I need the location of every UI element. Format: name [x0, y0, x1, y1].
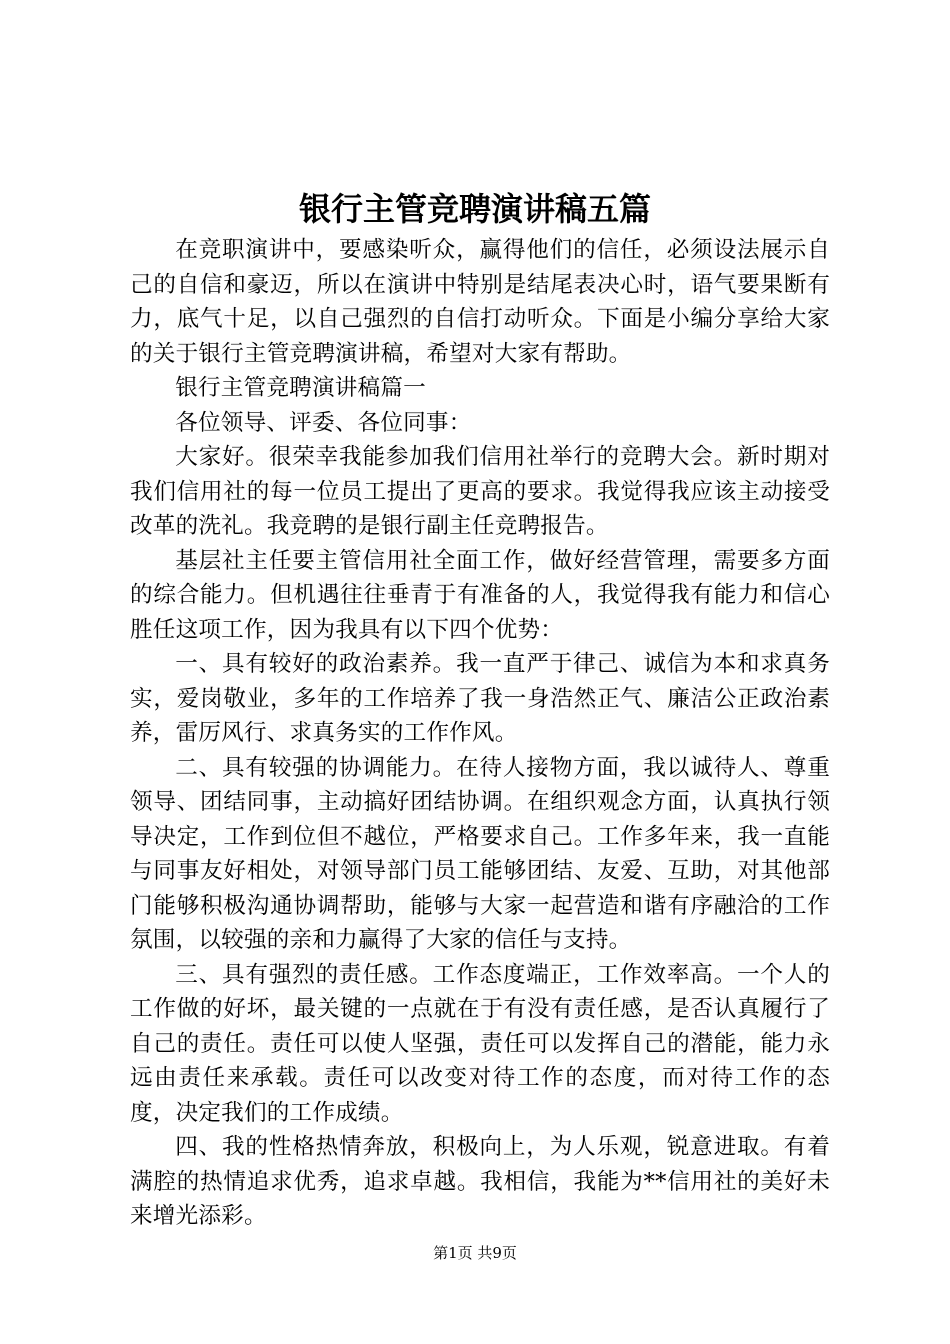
page-title: 银行主管竞聘演讲稿五篇	[298, 190, 651, 228]
paragraph: 一、具有较好的政治素养。我一直严于律己、诚信为本和求真务实，爱岗敬业，多年的工作培养了我一身浩然正气、廉洁公正政治素养，雷厉风行、求真务实的工作作风。	[130, 651, 830, 746]
section-heading: 银行主管竞聘演讲稿篇一	[175, 375, 426, 401]
intro-paragraph: 在竞职演讲中，要感染听众，赢得他们的信任，必须设法展示自己的自信和豪迈，所以在演讲中特别是结尾表决心时，语气要果断有力，底气十足，以自己强烈的自信打动听众。下面是小编分享给大家的关于银行主管竞聘演讲稿，希望对大家有帮助。	[130, 237, 830, 367]
paragraph: 基层社主任要主管信用社全面工作，做好经营管理，需要多方面的综合能力。但机遇往往垂青于有准备的人，我觉得我有能力和信心胜任这项工作，因为我具有以下四个优势：	[130, 547, 830, 643]
paragraph: 大家好。很荣幸我能参加我们信用社举行的竞聘大会。新时期对我们信用社的每一位员工提出了更高的要求。我觉得我应该主动接受改革的洗礼。我竞聘的是银行副主任竞聘报告。	[130, 444, 830, 539]
paragraph: 二、具有较强的协调能力。在待人接物方面，我以诚待人、尊重领导、团结同事，主动搞好团结协调。在组织观念方面，认真执行领导决定，工作到位但不越位，严格要求自己。工作多年来，我一直能与同事友好相处，对领导部门员工能够团结、友爱、互助，对其他部门能够积极沟通协调帮助，能够与大家一起营造和谐有序融洽的工作氛围，以较强的亲和力赢得了大家的信任与支持。	[130, 754, 830, 953]
document-body	[130, 233, 830, 1234]
salutation: 各位领导、评委、各位同事：	[175, 409, 472, 436]
page-footer: 第1页 共9页	[433, 1244, 517, 1262]
paragraph: 三、具有强烈的责任感。工作态度端正，工作效率高。一个人的工作做的好坏，最关键的一点就在于有没有责任感，是否认真履行了自己的责任。责任可以使人坚强，责任可以发挥自己的潜能，能力永远由责任来承载。责任可以改变对待工作的态度，而对待工作的态度，决定我们的工作成绩。	[130, 961, 830, 1126]
paragraph: 四、我的性格热情奔放，积极向上，为人乐观，锐意进取。有着满腔的热情追求优秀，追求卓越。我相信，我能为**信用社的美好未来增光添彩。	[130, 1134, 830, 1229]
